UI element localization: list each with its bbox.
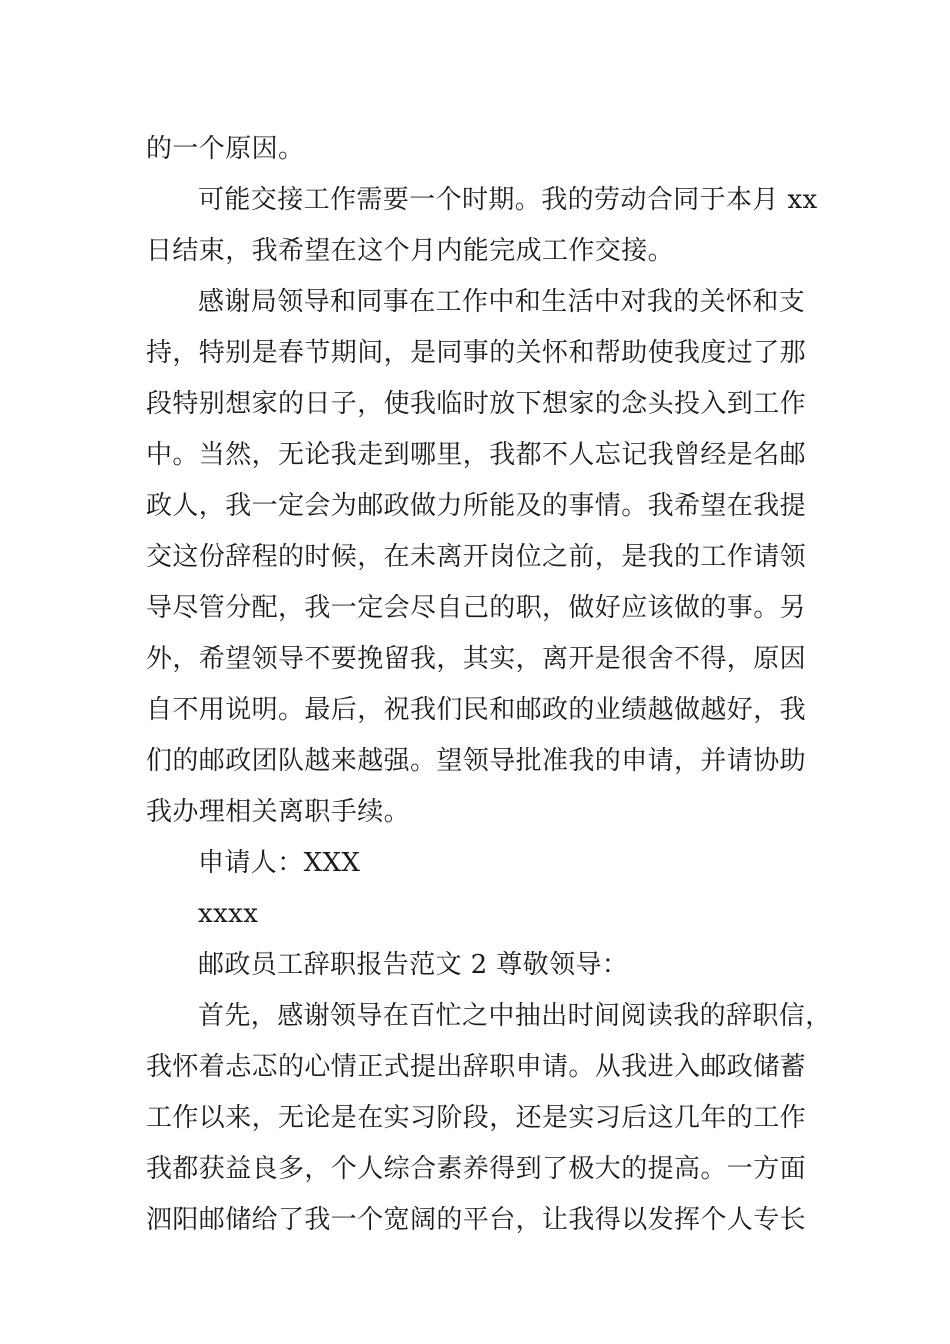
paragraph-line: 们的邮政团队越来越强。望领导批准我的申请，并请协助 xyxy=(146,746,807,776)
paragraph-line: 日结束，我希望在这个月内能完成工作交接。 xyxy=(146,236,675,266)
paragraph-line: 感谢局领导和同事在工作中和生活中对我的关怀和支 xyxy=(198,287,806,317)
section-heading: 邮政员工辞职报告范文 2 尊敬领导： xyxy=(198,950,629,980)
paragraph-line: 外，希望领导不要挽留我，其实，离开是很舍不得，原因 xyxy=(146,644,807,674)
paragraph-line: 交这份辞程的时候，在未离开岗位之前，是我的工作请领 xyxy=(146,542,807,572)
paragraph-line: 可能交接工作需要一个时期。我的劳动合同于本月 xx xyxy=(198,185,818,215)
date-line: xxxx xyxy=(198,899,259,929)
paragraph-line: 段特别想家的日子，使我临时放下想家的念头投入到工作 xyxy=(146,389,807,419)
paragraph-line: 的一个原因。 xyxy=(146,134,305,164)
paragraph-line: 泗阳邮储给了我一个宽阔的平台，让我得以发挥个人专长 xyxy=(146,1205,807,1235)
paragraph-line: 持，特别是春节期间，是同事的关怀和帮助使我度过了那 xyxy=(146,338,807,368)
paragraph-line: 我办理相关离职手续。 xyxy=(146,797,411,827)
paragraph-line: 自不用说明。最后，祝我们民和邮政的业绩越做越好，我 xyxy=(146,695,807,725)
paragraph-line: 我都获益良多，个人综合素养得到了极大的提高。一方面 xyxy=(146,1154,807,1184)
paragraph-line: 中。当然，无论我走到哪里，我都不人忘记我曾经是名邮 xyxy=(146,440,807,470)
paragraph-line: 首先，感谢领导在百忙之中抽出时间阅读我的辞职信， xyxy=(198,1001,832,1031)
paragraph-line: 工作以来，无论是在实习阶段，还是实习后这几年的工作 xyxy=(146,1103,807,1133)
applicant-signature-line: 申请人：XXX xyxy=(198,848,361,878)
paragraph-line: 政人，我一定会为邮政做力所能及的事情。我希望在我提 xyxy=(146,491,807,521)
paragraph-line: 我怀着忐忑的心情正式提出辞职申请。从我进入邮政储蓄 xyxy=(146,1052,807,1082)
paragraph-line: 导尽管分配，我一定会尽自己的职，做好应该做的事。另 xyxy=(146,593,807,623)
